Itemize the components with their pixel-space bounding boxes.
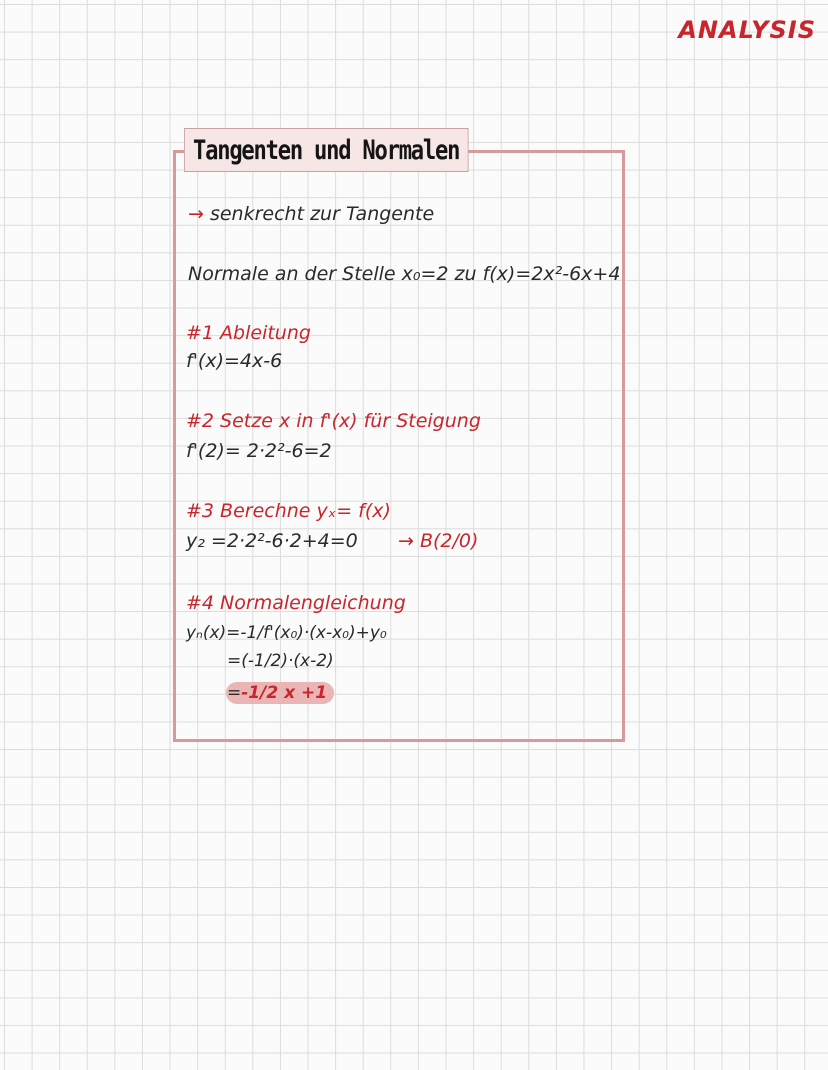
subject-header: ANALYSIS (678, 16, 816, 44)
step-2-heading: #2 Setze x in f'(x) für Steigung (186, 410, 481, 432)
result-value: -1/2 x +1 (241, 683, 328, 703)
step-4-line-2: =(-1/2)·(x-2) (227, 651, 334, 671)
step-3-heading: #3 Berechne yₓ= f(x) (186, 500, 391, 522)
step-3-line: y₂ =2·2²-6·2+4=0 (186, 530, 358, 552)
step-1-line: f'(x)=4x-6 (186, 350, 283, 372)
page-title: Tangenten und Normalen (184, 128, 468, 172)
definition (188, 203, 434, 225)
step-4-result (227, 683, 327, 703)
step-4-line-1: yₙ(x)=-1/f'(x₀)·(x-x₀)+y₀ (186, 623, 387, 643)
task-statement: Normale an der Stelle x₀=2 zu f(x)=2x²-6x+4 (188, 263, 621, 285)
step-1-heading: #1 Ableitung (186, 322, 311, 344)
step-2-line: f'(2)= 2·2²-6=2 (186, 440, 332, 462)
result-prefix: = (227, 683, 242, 703)
arrow-icon: → (188, 203, 204, 225)
step-4-heading: #4 Normalengleichung (186, 592, 406, 614)
definition-text: senkrecht zur Tangente (209, 203, 435, 225)
step-3-point: → B(2/0) (398, 530, 479, 552)
